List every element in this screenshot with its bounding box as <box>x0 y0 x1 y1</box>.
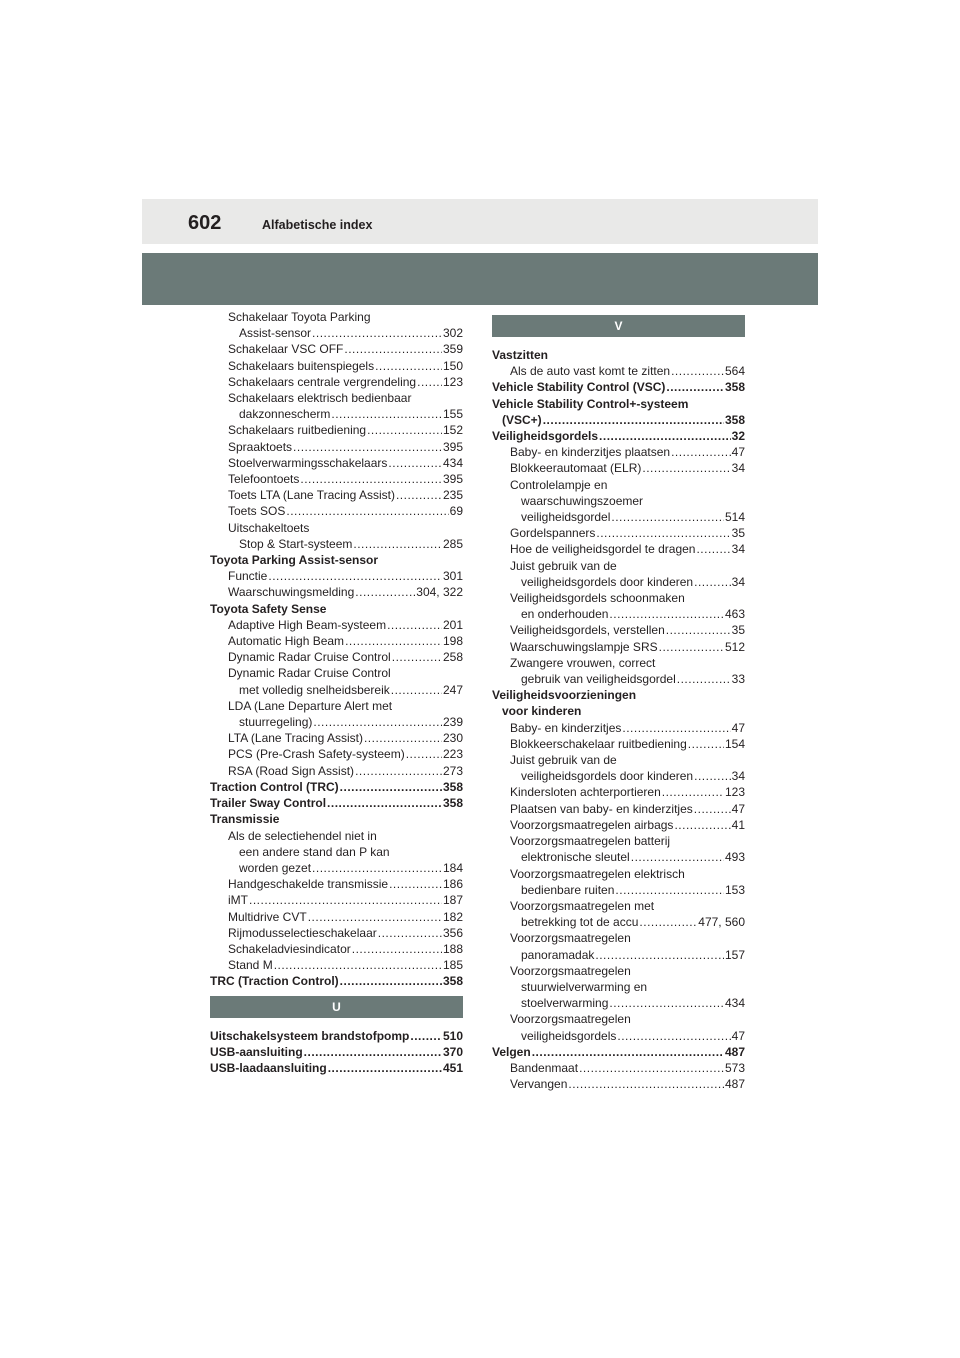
index-subentry <box>210 746 463 762</box>
index-subentry: Zwangere vrouwen, correct <box>510 655 656 670</box>
page-reference: 47 <box>731 1028 745 1043</box>
leader-dots <box>674 817 730 833</box>
page-reference: 35 <box>731 526 745 541</box>
page-reference: 230 <box>442 731 463 746</box>
index-subentry <box>210 487 463 503</box>
leader-dots <box>671 363 724 379</box>
index-subentry <box>210 325 463 341</box>
index-entry <box>210 1060 463 1076</box>
index-subentry <box>210 649 463 665</box>
index-entry <box>210 795 463 811</box>
entry-text: Schakelaars ruitbediening <box>228 423 367 438</box>
leader-dots <box>609 606 724 622</box>
leader-dots <box>308 909 442 925</box>
entry-text: Dynamic Radar Cruise Control <box>228 650 391 665</box>
entry-text: Veiligheidsgordels <box>492 429 599 444</box>
section-title: Alfabetische index <box>262 218 373 232</box>
entry-text: Functie <box>228 569 268 584</box>
page-reference: 512 <box>724 639 745 654</box>
index-subentry <box>492 606 745 622</box>
index-column-left <box>210 309 463 1076</box>
index-subentry <box>210 941 463 957</box>
index-subentry: Schakelaar Toyota Parking <box>228 310 371 324</box>
page-reference: 247 <box>442 682 463 697</box>
entry-text: USB-laadaansluiting <box>210 1060 327 1075</box>
leader-dots <box>694 801 731 817</box>
entry-text: LTA (Lane Tracing Assist) <box>228 731 363 746</box>
leader-dots <box>312 325 442 341</box>
page-reference: 463 <box>724 607 745 622</box>
page-reference: 487 <box>724 1077 745 1092</box>
index-subentry: Voorzorgsmaatregelen elektrisch <box>510 866 685 881</box>
index-subentry <box>492 1028 745 1044</box>
index-subentry <box>210 714 463 730</box>
index-subentry <box>492 736 745 752</box>
page-reference: 185 <box>442 958 463 973</box>
entry-text: veiligheidsgordels door kinderen <box>521 574 694 589</box>
entry-text: Toets SOS <box>228 504 286 519</box>
leader-dots <box>300 471 442 487</box>
index-subentry <box>492 849 745 865</box>
entry-text: Kindersloten achterportieren <box>510 785 661 800</box>
index-subentry <box>492 801 745 817</box>
leader-dots <box>671 444 731 460</box>
page-reference: 434 <box>724 996 745 1011</box>
leader-dots <box>344 341 442 357</box>
index-entry: Veiligheidsvoorzieningen <box>492 688 637 703</box>
entry-text: dakzonnescherm <box>239 407 331 422</box>
leader-dots <box>396 487 442 503</box>
entry-text: Automatic High Beam <box>228 634 345 649</box>
leader-dots <box>328 1060 442 1076</box>
page-reference: 155 <box>442 407 463 422</box>
entry-text: Handgeschakelde transmissie <box>228 877 389 892</box>
index-subentry <box>210 860 463 876</box>
index-subentry: Voorzorgsmaatregelen <box>510 1012 631 1027</box>
leader-dots <box>615 882 724 898</box>
page-reference: 304, 322 <box>416 585 463 600</box>
leader-dots <box>642 460 730 476</box>
index-subentry <box>210 909 463 925</box>
entry-text: Telefoontoets <box>228 472 300 487</box>
index-subentry <box>210 406 463 422</box>
entry-text: Schakeladviesindicator <box>228 941 351 956</box>
page-reference: 184 <box>442 860 463 875</box>
page-reference: 152 <box>442 423 463 438</box>
index-subentry <box>492 671 745 687</box>
entry-text: Bandenmaat <box>510 1060 579 1075</box>
leader-dots <box>304 1044 442 1060</box>
index-entry <box>210 973 463 989</box>
entry-text: Stop & Start-systeem <box>239 536 353 551</box>
leader-dots <box>367 422 442 438</box>
index-subentry <box>210 568 463 584</box>
entry-text: Uitschakelsysteem brandstofpomp <box>210 1028 410 1043</box>
page-reference: 186 <box>442 877 463 892</box>
page-reference: 123 <box>724 785 745 800</box>
page-reference: 34 <box>731 574 745 589</box>
index-subentry <box>210 892 463 908</box>
entry-text: Gordelspanners <box>510 526 596 541</box>
index-subentry: Dynamic Radar Cruise Control <box>228 666 391 681</box>
entry-text: Adaptive High Beam-systeem <box>228 617 387 632</box>
page-reference: 123 <box>442 374 463 389</box>
index-subentry <box>492 914 745 930</box>
index-subentry <box>492 1076 745 1092</box>
entry-text: Toets LTA (Lane Tracing Assist) <box>228 488 395 503</box>
index-subentry: Voorzorgsmaatregelen batterij <box>510 834 671 849</box>
entry-text: Blokkeerschakelaar ruitbediening <box>510 736 687 751</box>
leader-dots <box>274 957 442 973</box>
entry-text: iMT <box>228 893 248 908</box>
entry-text: Stoelverwarmingsschakelaars <box>228 455 388 470</box>
index-subentry <box>210 341 463 357</box>
index-entry: Vastzitten <box>492 348 549 362</box>
entry-text: Plaatsen van baby- en kinderzitjes <box>510 801 693 816</box>
page-reference: 434 <box>442 455 463 470</box>
index-subentry <box>210 455 463 471</box>
leader-dots <box>579 1060 724 1076</box>
page-reference: 69 <box>449 504 463 519</box>
index-subentry: een andere stand dan P kan <box>239 844 390 859</box>
page-reference: 370 <box>442 1044 463 1059</box>
entry-text: Waarschuwingsmelding <box>228 585 355 600</box>
page-reference: 182 <box>442 909 463 924</box>
page-reference: 34 <box>731 769 745 784</box>
index-subentry: Voorzorgsmaatregelen <box>510 963 631 978</box>
leader-dots <box>694 768 731 784</box>
page-reference: 47 <box>731 801 745 816</box>
index-subentry <box>492 882 745 898</box>
index-subentry <box>210 471 463 487</box>
index-subentry <box>492 639 745 655</box>
index-entry <box>210 1044 463 1060</box>
entry-text: Schakelaars buitenspiegels <box>228 358 375 373</box>
index-subentry <box>492 622 745 638</box>
leader-dots <box>340 973 442 989</box>
page-reference: 395 <box>442 439 463 454</box>
index-subentry: Voorzorgsmaatregelen <box>510 931 631 946</box>
leader-dots <box>532 1044 724 1060</box>
entry-text: Blokkeerautomaat (ELR) <box>510 461 642 476</box>
leader-dots <box>666 379 724 395</box>
entry-text: elektronische sleutel <box>521 850 630 865</box>
leader-dots <box>406 746 442 762</box>
index-subentry <box>492 784 745 800</box>
index-subentry <box>492 817 745 833</box>
leader-dots <box>595 947 724 963</box>
page-reference: 451 <box>442 1060 463 1075</box>
entry-text: stoelverwarming <box>521 996 609 1011</box>
entry-text: stuurregeling) <box>239 715 313 730</box>
index-subentry <box>210 876 463 892</box>
index-subentry <box>210 439 463 455</box>
index-subentry: Controlelampje en <box>510 477 608 492</box>
page-reference: 34 <box>731 542 745 557</box>
entry-text: Traction Control (TRC) <box>210 779 339 794</box>
leader-dots <box>353 536 442 552</box>
index-subentry <box>210 763 463 779</box>
entry-text: Schakelaar VSC OFF <box>228 342 344 357</box>
entry-text: Baby- en kinderzitjes plaatsen <box>510 445 671 460</box>
page-reference: 359 <box>442 342 463 357</box>
index-entry: Toyota Parking Assist-sensor <box>210 553 379 568</box>
page-reference: 285 <box>442 536 463 551</box>
leader-dots <box>410 1028 442 1044</box>
entry-text: Multidrive CVT <box>228 909 307 924</box>
entry-text: veiligheidsgordels door kinderen <box>521 769 694 784</box>
entry-text: (VSC+) <box>502 412 542 427</box>
leader-dots <box>268 568 442 584</box>
leader-dots <box>388 455 442 471</box>
index-subentry: LDA (Lane Departure Alert met <box>228 698 393 713</box>
index-letter-header: U <box>210 996 463 1018</box>
index-subentry <box>492 1060 745 1076</box>
page-reference: 493 <box>724 850 745 865</box>
index-subentry <box>492 525 745 541</box>
index-subentry <box>210 584 463 600</box>
leader-dots <box>286 503 448 519</box>
leader-dots <box>331 406 442 422</box>
page-reference: 32 <box>731 429 745 444</box>
entry-text: PCS (Pre-Crash Safety-systeem) <box>228 747 405 762</box>
leader-dots <box>392 649 442 665</box>
leader-dots <box>659 639 724 655</box>
page-reference: 47 <box>731 445 745 460</box>
page-reference: 573 <box>724 1060 745 1075</box>
index-subentry <box>492 460 745 476</box>
page-reference: 358 <box>442 796 463 811</box>
leader-dots <box>617 1028 730 1044</box>
page-reference: 153 <box>724 882 745 897</box>
entry-text: veiligheidsgordel <box>521 510 611 525</box>
index-column-right <box>492 309 745 1092</box>
index-subentry: Juist gebruik van de <box>510 753 617 768</box>
index-subentry <box>210 503 463 519</box>
page-reference: 395 <box>442 472 463 487</box>
leader-dots <box>249 892 442 908</box>
page-reference: 273 <box>442 763 463 778</box>
entry-text: met volledig snelheidsbereik <box>239 682 390 697</box>
index-subentry <box>492 541 745 557</box>
index-subentry: Juist gebruik van de <box>510 558 617 573</box>
page-reference: 564 <box>724 364 745 379</box>
entry-text: gebruik van veiligheidsgordel <box>521 672 676 687</box>
leader-dots <box>622 720 730 736</box>
leader-dots <box>694 574 731 590</box>
leader-dots <box>352 941 442 957</box>
page-reference: 235 <box>442 488 463 503</box>
page-reference: 510 <box>442 1028 463 1043</box>
leader-dots <box>631 849 724 865</box>
header-band <box>142 253 818 305</box>
index-subentry <box>210 730 463 746</box>
leader-dots <box>596 525 730 541</box>
page-header-bar <box>142 199 818 244</box>
page-reference: 358 <box>442 779 463 794</box>
leader-dots <box>662 784 724 800</box>
index-subentry <box>492 509 745 525</box>
index-subentry: voor kinderen <box>502 704 582 719</box>
entry-text: Spraaktoets <box>228 439 293 454</box>
leader-dots <box>378 925 442 941</box>
index-subentry <box>492 720 745 736</box>
entry-text: en onderhouden <box>521 607 609 622</box>
index-subentry <box>492 363 745 379</box>
index-subentry: Voorzorgsmaatregelen met <box>510 898 655 913</box>
entry-text: veiligheidsgordels <box>521 1028 617 1043</box>
page-reference: 35 <box>731 623 745 638</box>
page-reference: 47 <box>731 720 745 735</box>
page-reference: 154 <box>724 736 745 751</box>
entry-text: Velgen <box>492 1044 531 1059</box>
page-reference: 358 <box>724 412 745 427</box>
page-reference: 41 <box>731 817 745 832</box>
index-entry: Toyota Safety Sense <box>210 601 327 616</box>
leader-dots <box>345 633 442 649</box>
page-reference: 157 <box>724 947 745 962</box>
entry-text: Veiligheidsgordels, verstellen <box>510 623 665 638</box>
entry-text: Vehicle Stability Control (VSC) <box>492 380 666 395</box>
page-reference: 239 <box>442 715 463 730</box>
page-reference: 223 <box>442 747 463 762</box>
index-entry: Transmissie <box>210 812 280 827</box>
entry-text: Assist-sensor <box>239 326 312 341</box>
entry-text: RSA (Road Sign Assist) <box>228 763 355 778</box>
index-subentry <box>210 633 463 649</box>
entry-text: Vervangen <box>510 1077 568 1092</box>
page-reference: 477, 560 <box>698 915 745 930</box>
index-subentry <box>492 574 745 590</box>
leader-dots <box>696 541 730 557</box>
page-reference: 150 <box>442 358 463 373</box>
index-subentry <box>210 358 463 374</box>
index-subentry: waarschuwingszoemer <box>521 493 644 508</box>
index-subentry <box>210 682 463 698</box>
page-reference: 358 <box>442 974 463 989</box>
page-reference: 514 <box>724 510 745 525</box>
index-subentry: Schakelaars elektrisch bedienbaar <box>228 391 412 406</box>
page-reference: 201 <box>442 617 463 632</box>
index-subentry: Uitschakeltoets <box>228 520 310 535</box>
index-entry <box>210 779 463 795</box>
entry-text: TRC (Traction Control) <box>210 974 339 989</box>
index-subentry <box>210 617 463 633</box>
entry-text: Baby- en kinderzitjes <box>510 720 622 735</box>
leader-dots <box>611 509 724 525</box>
index-subentry <box>492 768 745 784</box>
leader-dots <box>666 622 731 638</box>
index-letter-header: V <box>492 315 745 337</box>
page-reference: 487 <box>724 1044 745 1059</box>
page-reference: 198 <box>442 634 463 649</box>
leader-dots <box>364 730 442 746</box>
index-subentry <box>492 947 745 963</box>
entry-text: Voorzorgsmaatregelen airbags <box>510 817 674 832</box>
leader-dots <box>355 763 442 779</box>
entry-text: bedienbare ruiten <box>521 882 615 897</box>
page-reference: 258 <box>442 650 463 665</box>
index-subentry <box>492 995 745 1011</box>
index-entry <box>210 1028 463 1044</box>
index-entry <box>492 1044 745 1060</box>
index-subentry <box>210 422 463 438</box>
index-subentry <box>492 412 745 428</box>
page-reference: 358 <box>724 380 745 395</box>
leader-dots <box>340 779 442 795</box>
index-subentry <box>210 536 463 552</box>
entry-text: Schakelaars centrale vergrendeling <box>228 374 417 389</box>
leader-dots <box>688 736 724 752</box>
index-subentry: stuurwielverwarming en <box>521 979 648 994</box>
page-reference: 34 <box>731 461 745 476</box>
page-number: 602 <box>188 212 222 234</box>
leader-dots <box>389 876 442 892</box>
page-reference: 301 <box>442 569 463 584</box>
leader-dots <box>391 682 442 698</box>
leader-dots <box>313 714 442 730</box>
entry-text: betrekking tot de accu <box>521 915 639 930</box>
entry-text: Waarschuwingslampje SRS <box>510 639 658 654</box>
index-entry <box>492 379 745 395</box>
leader-dots <box>293 439 442 455</box>
page-reference: 302 <box>442 326 463 341</box>
page-reference: 187 <box>442 893 463 908</box>
leader-dots <box>327 795 442 811</box>
index-subentry <box>492 444 745 460</box>
index-subentry <box>210 957 463 973</box>
page-reference: 188 <box>442 941 463 956</box>
entry-text: Stand M <box>228 958 273 973</box>
index-subentry <box>210 925 463 941</box>
leader-dots <box>417 374 442 390</box>
leader-dots <box>312 860 442 876</box>
index-subentry: Veiligheidsgordels schoonmaken <box>510 591 685 606</box>
leader-dots <box>677 671 731 687</box>
leader-dots <box>609 995 724 1011</box>
entry-text: Rijmodusselectieschakelaar <box>228 925 377 940</box>
leader-dots <box>387 617 442 633</box>
entry-text: USB-aansluiting <box>210 1044 303 1059</box>
index-subentry <box>210 374 463 390</box>
page-reference: 33 <box>731 672 745 687</box>
entry-text: Trailer Sway Control <box>210 796 327 811</box>
entry-text: panoramadak <box>521 947 595 962</box>
leader-dots <box>639 914 697 930</box>
index-entry <box>492 428 745 444</box>
index-subentry: Als de selectiehendel niet in <box>228 828 377 843</box>
leader-dots <box>375 358 442 374</box>
entry-text: Als de auto vast komt te zitten <box>510 364 671 379</box>
index-entry: Vehicle Stability Control+-systeem <box>492 396 689 411</box>
leader-dots <box>568 1076 724 1092</box>
entry-text: worden gezet <box>239 860 312 875</box>
entry-text: Hoe de veiligheidsgordel te dragen <box>510 542 696 557</box>
leader-dots <box>599 428 731 444</box>
leader-dots <box>543 412 724 428</box>
leader-dots <box>355 584 415 600</box>
page-reference: 356 <box>442 925 463 940</box>
